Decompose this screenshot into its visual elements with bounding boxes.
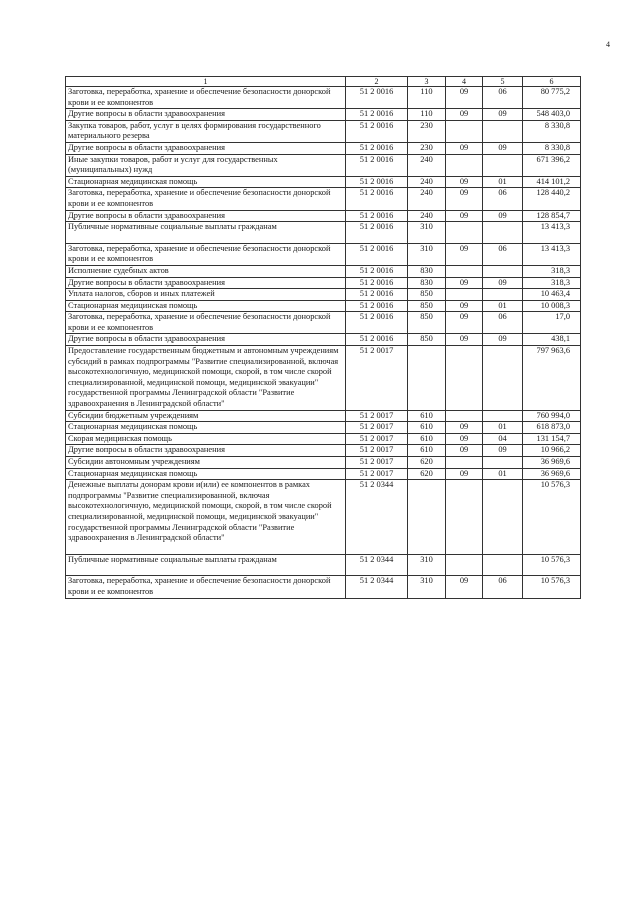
table-row (66, 480, 581, 555)
row-subsection-cell: 06 (483, 87, 523, 109)
row-amount-cell: 10 463,4 (523, 289, 581, 301)
row-name-cell: Другие вопросы в области здравоохранения (66, 334, 346, 346)
table-row (66, 265, 581, 277)
row-name-cell: Заготовка, переработка, хранение и обеспечение безопасности донорской крови и ее компонентов (66, 312, 346, 334)
row-code-cell: 51 2 0016 (346, 87, 408, 109)
row-expense-type-cell: 830 (408, 265, 446, 277)
row-section-cell (446, 346, 483, 411)
row-subsection-cell: 01 (483, 300, 523, 312)
row-section-cell (446, 222, 483, 244)
row-subsection-cell (483, 410, 523, 422)
row-amount-cell: 318,3 (523, 277, 581, 289)
row-subsection-cell: 04 (483, 433, 523, 445)
table-row (66, 154, 581, 176)
row-code-cell: 51 2 0016 (346, 222, 408, 244)
table-row (66, 176, 581, 188)
row-subsection-cell: 01 (483, 468, 523, 480)
row-expense-type-cell: 310 (408, 554, 446, 576)
header-cell-6: 6 (523, 77, 581, 87)
row-subsection-cell (483, 480, 523, 555)
row-section-cell: 09 (446, 433, 483, 445)
row-amount-cell: 10 576,3 (523, 480, 581, 555)
row-name-cell: Публичные нормативные социальные выплаты гражданам (66, 554, 346, 576)
row-amount-cell: 414 101,2 (523, 176, 581, 188)
row-amount-cell: 8 330,8 (523, 120, 581, 142)
row-code-cell: 51 2 0017 (346, 468, 408, 480)
row-code-cell: 51 2 0016 (346, 210, 408, 222)
page-number: 4 (606, 40, 610, 49)
row-expense-type-cell: 230 (408, 120, 446, 142)
row-subsection-cell: 06 (483, 576, 523, 598)
row-name-cell: Заготовка, переработка, хранение и обеспечение безопасности донорской крови и ее компонентов (66, 87, 346, 109)
row-name-cell: Другие вопросы в области здравоохранения (66, 445, 346, 457)
row-amount-cell: 671 396,2 (523, 154, 581, 176)
row-amount-cell: 318,3 (523, 265, 581, 277)
row-subsection-cell (483, 346, 523, 411)
header-cell-5: 5 (483, 77, 523, 87)
row-name-cell: Денежные выплаты донорам крови и(или) ее компонентов в рамках подпрограммы "Развитие специализированной, включая высокотехнологичную, медицинской помощи, скорой, в том числе скорой специализированной, медицинской помощи, медицинской эвакуации" государственной программы Ленинградской области "Развитие здравоохранения в Ленинградской области" (66, 480, 346, 555)
row-amount-cell: 10 008,3 (523, 300, 581, 312)
row-section-cell: 09 (446, 243, 483, 265)
row-code-cell: 51 2 0016 (346, 289, 408, 301)
row-expense-type-cell: 240 (408, 154, 446, 176)
table-row (66, 120, 581, 142)
table-row (66, 300, 581, 312)
row-code-cell: 51 2 0016 (346, 334, 408, 346)
table-row (66, 87, 581, 109)
row-code-cell: 51 2 0017 (346, 445, 408, 457)
row-expense-type-cell: 850 (408, 289, 446, 301)
row-name-cell: Другие вопросы в области здравоохранения (66, 109, 346, 121)
row-section-cell (446, 457, 483, 469)
row-amount-cell: 36 969,6 (523, 468, 581, 480)
header-cell-4: 4 (446, 77, 483, 87)
row-expense-type-cell: 610 (408, 410, 446, 422)
row-section-cell: 09 (446, 109, 483, 121)
row-name-cell: Заготовка, переработка, хранение и обеспечение безопасности донорской крови и ее компонентов (66, 188, 346, 210)
table-row (66, 334, 581, 346)
row-name-cell: Стационарная медицинская помощь (66, 422, 346, 434)
row-section-cell: 09 (446, 300, 483, 312)
row-code-cell: 51 2 0016 (346, 142, 408, 154)
row-expense-type-cell: 240 (408, 176, 446, 188)
row-section-cell (446, 265, 483, 277)
row-expense-type-cell: 830 (408, 277, 446, 289)
row-section-cell: 09 (446, 334, 483, 346)
row-expense-type-cell: 110 (408, 87, 446, 109)
row-expense-type-cell: 230 (408, 142, 446, 154)
row-name-cell: Закупка товаров, работ, услуг в целях формирования государственного материального резерва (66, 120, 346, 142)
row-name-cell: Исполнение судебных актов (66, 265, 346, 277)
row-expense-type-cell: 850 (408, 334, 446, 346)
table-row (66, 277, 581, 289)
row-subsection-cell: 09 (483, 445, 523, 457)
table-row (66, 422, 581, 434)
row-code-cell: 51 2 0017 (346, 346, 408, 411)
row-amount-cell: 8 330,8 (523, 142, 581, 154)
table-row (66, 109, 581, 121)
table-row (66, 222, 581, 244)
row-subsection-cell: 09 (483, 277, 523, 289)
row-amount-cell: 13 413,3 (523, 243, 581, 265)
row-name-cell: Другие вопросы в области здравоохранения (66, 210, 346, 222)
row-code-cell: 51 2 0017 (346, 457, 408, 469)
table-row (66, 312, 581, 334)
row-subsection-cell: 01 (483, 176, 523, 188)
row-code-cell: 51 2 0016 (346, 109, 408, 121)
row-name-cell: Иные закупки товаров, работ и услуг для государственных (муниципальных) нужд (66, 154, 346, 176)
row-amount-cell: 128 440,2 (523, 188, 581, 210)
row-code-cell: 51 2 0016 (346, 265, 408, 277)
table-row (66, 554, 581, 576)
row-amount-cell: 80 775,2 (523, 87, 581, 109)
row-subsection-cell: 09 (483, 142, 523, 154)
row-section-cell (446, 410, 483, 422)
row-expense-type-cell: 310 (408, 222, 446, 244)
row-expense-type-cell: 850 (408, 300, 446, 312)
table-row (66, 243, 581, 265)
row-section-cell (446, 289, 483, 301)
row-subsection-cell: 09 (483, 210, 523, 222)
row-amount-cell: 10 966,2 (523, 445, 581, 457)
row-subsection-cell: 06 (483, 312, 523, 334)
row-amount-cell: 17,0 (523, 312, 581, 334)
row-code-cell: 51 2 0017 (346, 422, 408, 434)
table-row (66, 445, 581, 457)
row-subsection-cell: 06 (483, 243, 523, 265)
row-amount-cell: 618 873,0 (523, 422, 581, 434)
row-expense-type-cell: 110 (408, 109, 446, 121)
row-code-cell: 51 2 0017 (346, 433, 408, 445)
row-name-cell: Субсидии автономным учреждениям (66, 457, 346, 469)
row-expense-type-cell: 240 (408, 210, 446, 222)
row-expense-type-cell: 850 (408, 312, 446, 334)
row-code-cell: 51 2 0016 (346, 312, 408, 334)
row-section-cell: 09 (446, 87, 483, 109)
row-code-cell: 51 2 0016 (346, 176, 408, 188)
table-row (66, 210, 581, 222)
row-code-cell: 51 2 0016 (346, 120, 408, 142)
row-section-cell: 09 (446, 142, 483, 154)
table-row (66, 289, 581, 301)
row-amount-cell: 10 576,3 (523, 554, 581, 576)
row-expense-type-cell (408, 480, 446, 555)
table-row (66, 142, 581, 154)
row-subsection-cell (483, 154, 523, 176)
table-header-row (66, 77, 581, 87)
row-section-cell: 09 (446, 312, 483, 334)
row-expense-type-cell: 310 (408, 576, 446, 598)
header-cell-2: 2 (346, 77, 408, 87)
row-name-cell: Другие вопросы в области здравоохранения (66, 277, 346, 289)
row-amount-cell: 760 994,0 (523, 410, 581, 422)
row-subsection-cell (483, 554, 523, 576)
row-section-cell (446, 120, 483, 142)
table-row (66, 346, 581, 411)
table-row (66, 576, 581, 598)
row-amount-cell: 548 403,0 (523, 109, 581, 121)
row-section-cell: 09 (446, 210, 483, 222)
row-subsection-cell (483, 457, 523, 469)
row-code-cell: 51 2 0344 (346, 576, 408, 598)
row-subsection-cell: 09 (483, 109, 523, 121)
row-amount-cell: 128 854,7 (523, 210, 581, 222)
row-section-cell: 09 (446, 176, 483, 188)
row-expense-type-cell: 610 (408, 422, 446, 434)
row-name-cell: Другие вопросы в области здравоохранения (66, 142, 346, 154)
table-row (66, 188, 581, 210)
header-cell-3: 3 (408, 77, 446, 87)
row-subsection-cell: 09 (483, 334, 523, 346)
row-section-cell (446, 154, 483, 176)
row-amount-cell: 10 576,3 (523, 576, 581, 598)
row-subsection-cell (483, 289, 523, 301)
row-subsection-cell (483, 265, 523, 277)
row-name-cell: Стационарная медицинская помощь (66, 468, 346, 480)
row-expense-type-cell: 610 (408, 433, 446, 445)
row-name-cell: Субсидии бюджетным учреждениям (66, 410, 346, 422)
row-code-cell: 51 2 0344 (346, 480, 408, 555)
row-section-cell (446, 554, 483, 576)
table-row (66, 457, 581, 469)
row-name-cell: Стационарная медицинская помощь (66, 300, 346, 312)
row-code-cell: 51 2 0344 (346, 554, 408, 576)
table-body (66, 77, 581, 599)
row-expense-type-cell (408, 346, 446, 411)
row-section-cell: 09 (446, 445, 483, 457)
row-expense-type-cell: 240 (408, 188, 446, 210)
row-amount-cell: 438,1 (523, 334, 581, 346)
row-subsection-cell: 01 (483, 422, 523, 434)
row-expense-type-cell: 620 (408, 457, 446, 469)
row-section-cell: 09 (446, 422, 483, 434)
row-name-cell: Публичные нормативные социальные выплаты гражданам (66, 222, 346, 244)
row-code-cell: 51 2 0016 (346, 277, 408, 289)
row-subsection-cell: 06 (483, 188, 523, 210)
row-subsection-cell (483, 120, 523, 142)
row-name-cell: Скорая медицинская помощь (66, 433, 346, 445)
table-row (66, 410, 581, 422)
row-code-cell: 51 2 0016 (346, 188, 408, 210)
table-row (66, 468, 581, 480)
row-section-cell: 09 (446, 277, 483, 289)
row-section-cell: 09 (446, 188, 483, 210)
row-expense-type-cell: 310 (408, 243, 446, 265)
header-cell-1: 1 (66, 77, 346, 87)
row-section-cell: 09 (446, 468, 483, 480)
row-section-cell: 09 (446, 576, 483, 598)
table-row (66, 433, 581, 445)
row-section-cell (446, 480, 483, 555)
row-name-cell: Уплата налогов, сборов и иных платежей (66, 289, 346, 301)
row-expense-type-cell: 620 (408, 468, 446, 480)
budget-table (65, 76, 581, 599)
row-amount-cell: 13 413,3 (523, 222, 581, 244)
row-code-cell: 51 2 0017 (346, 410, 408, 422)
row-code-cell: 51 2 0016 (346, 243, 408, 265)
row-name-cell: Стационарная медицинская помощь (66, 176, 346, 188)
row-amount-cell: 797 963,6 (523, 346, 581, 411)
row-name-cell: Предоставление государственным бюджетным и автономным учреждениям субсидий в рамках подпрограммы "Развитие специализированной, включая высокотехнологичную, медицинской помощи, скорой, в том числе скорой специализированной, медицинской помощи, медицинской эвакуации" государственной программы Ленинградской области "Развитие здравоохранения в Ленинградской области" (66, 346, 346, 411)
row-amount-cell: 131 154,7 (523, 433, 581, 445)
row-code-cell: 51 2 0016 (346, 300, 408, 312)
row-subsection-cell (483, 222, 523, 244)
row-name-cell: Заготовка, переработка, хранение и обеспечение безопасности донорской крови и ее компонентов (66, 243, 346, 265)
row-name-cell: Заготовка, переработка, хранение и обеспечение безопасности донорской крови и ее компонентов (66, 576, 346, 598)
row-expense-type-cell: 610 (408, 445, 446, 457)
row-amount-cell: 36 969,6 (523, 457, 581, 469)
row-code-cell: 51 2 0016 (346, 154, 408, 176)
